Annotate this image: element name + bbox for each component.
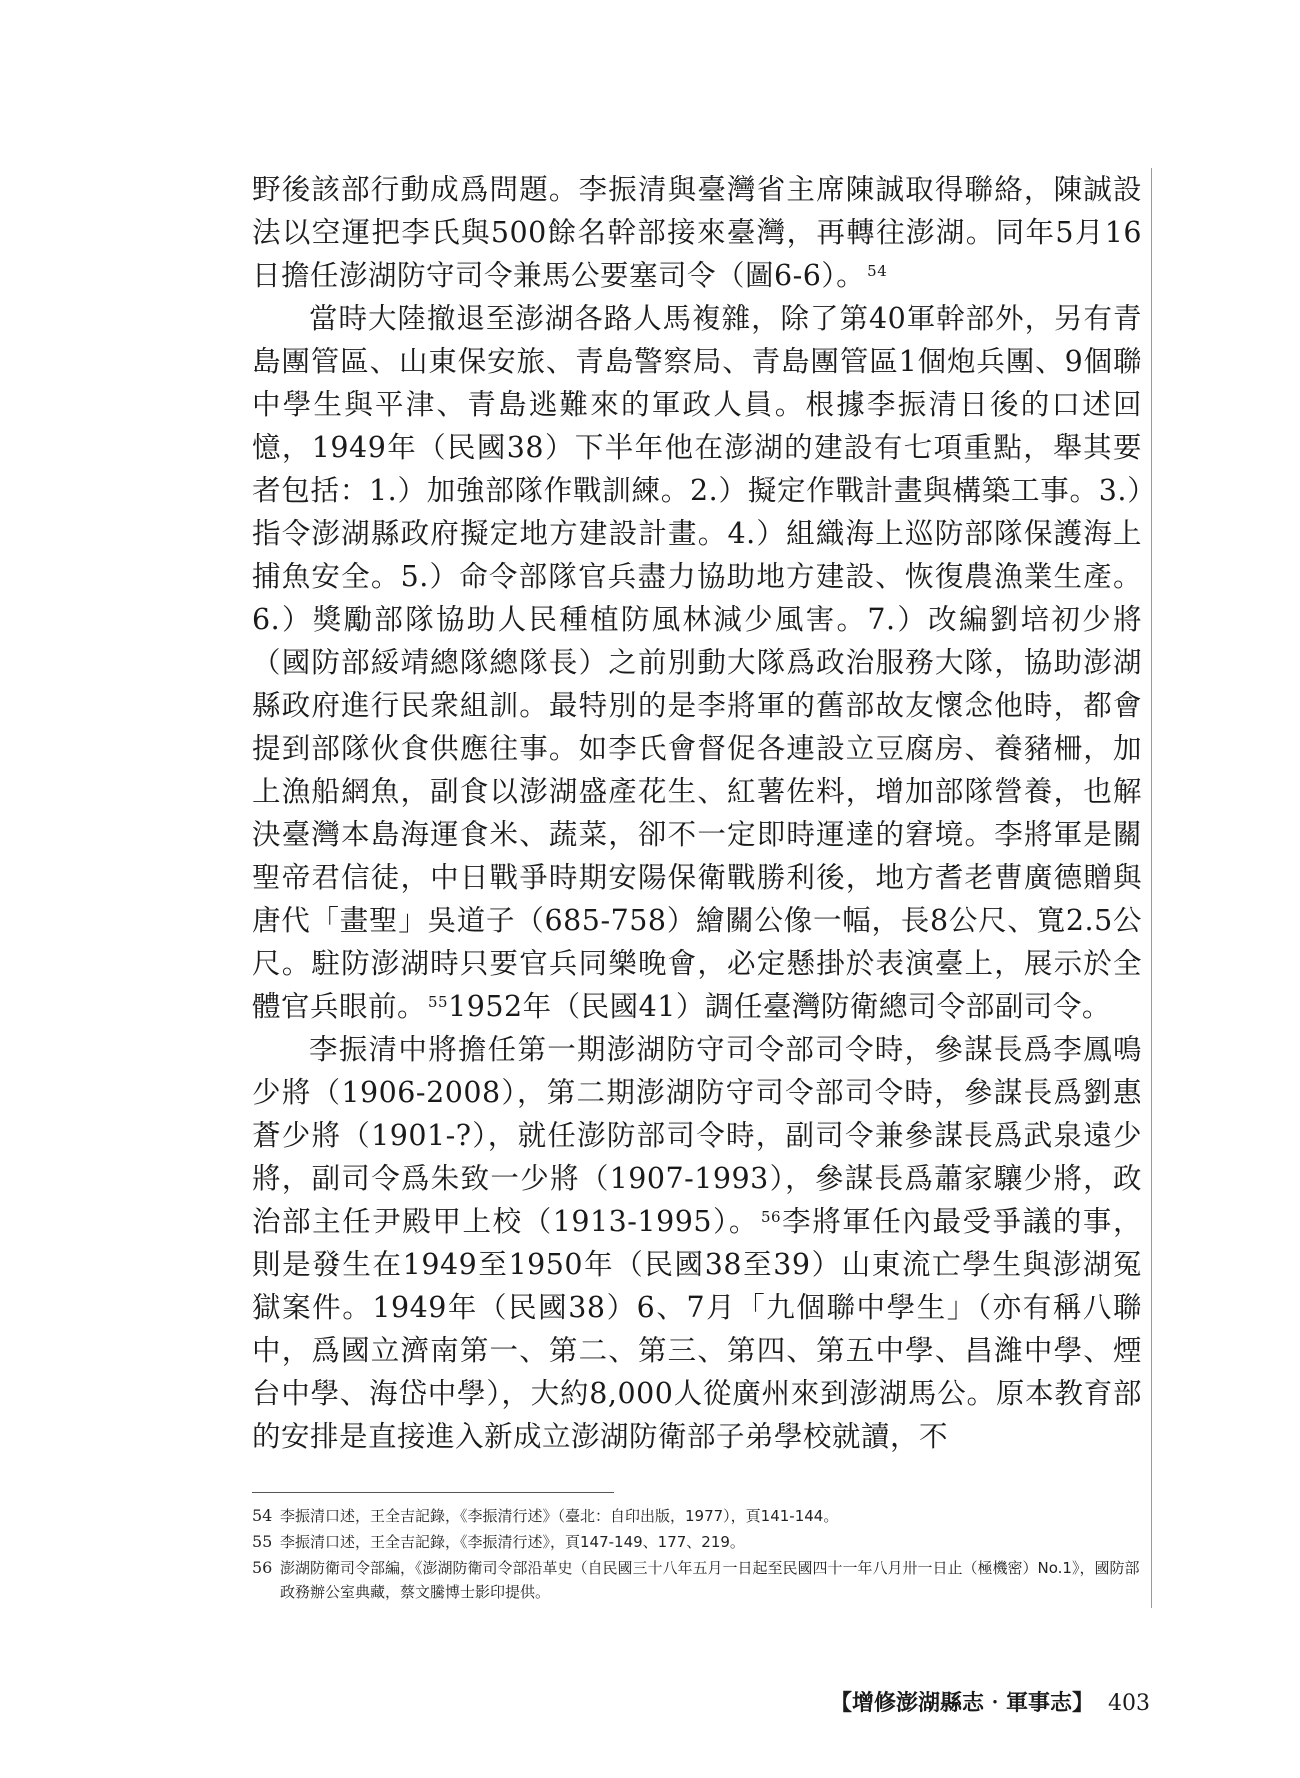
footnote-ref-56[interactable]: 56 xyxy=(760,1208,782,1226)
footnote-56 xyxy=(252,1556,1142,1604)
footnote-text: 澎湖防衛司令部編，《澎湖防衛司令部沿革史（自民國三十八年五月一日起至民國四十一年八月卅一日止（極機密）No.1》，國防部政務辦公室典藏，蔡文騰博士影印提供。 xyxy=(280,1559,1140,1601)
footnote-55 xyxy=(252,1530,1142,1554)
body-text xyxy=(252,168,1142,1458)
footnote-divider xyxy=(252,1492,614,1493)
footnote-number: 54 xyxy=(252,1506,273,1525)
paragraph-3: 李振清中將擔任第一期澎湖防守司令部司令時，參謀長爲李鳳鳴少將（1906-2008），第二期澎湖防守司令部司令時，參謀長爲劉惠蒼少將（1901-?），就任澎防部司令時，副司令兼參謀長爲武泉遠少將，副司令爲朱致一少將（1907-1993），參謀長爲蕭家驤少將，政治部主任尹殿甲上校（1913-1995）。 $^{56}$李將軍任內最受爭議的事，則是發生在1949至1950年（民國38至39）山東流亡學生與澎湖冤獄案件。1949年（民國38）6、7月「九個聯中學生」（亦有稱八聯中，爲國立濟南第一、第二、第三、第四、第五中學、昌濰中學、煙台中學、海岱中學），大約8,000人從廣州來到澎湖馬公。原本教育部的安排是直接進入新成立澎湖防衛部子弟學校就讀，不 xyxy=(252,1033,1142,1453)
footnote-ref-54[interactable]: 54 xyxy=(867,262,888,280)
footnote-number: 55 xyxy=(252,1532,273,1551)
footnote-number: 56 xyxy=(252,1558,273,1577)
footnote-text: 李振清口述，王全吉記錄，《李振清行述》，頁147-149、177、219。 xyxy=(280,1533,745,1551)
margin-rule xyxy=(1151,168,1152,1608)
page-number: 403 xyxy=(1108,1691,1150,1716)
footnote-54 xyxy=(252,1504,1142,1528)
running-footer xyxy=(830,1686,1150,1717)
footnotes xyxy=(252,1504,1142,1606)
paragraph-1: 野後該部行動成爲問題。李振清與臺灣省主席陳誠取得聯絡，陳誠設法以空運把李氏與500餘名幹部接來臺灣，再轉往澎湖。同年5月16日擔任澎湖防守司令兼馬公要塞司令（圖6-6）。 $^{54}$ xyxy=(252,173,1142,292)
footnote-text: 李振清口述，王全吉記錄，《李振清行述》（臺北：自印出版，1977），頁141-144。 xyxy=(280,1507,839,1525)
paragraph-2: 當時大陸撤退至澎湖各路人馬複雜，除了第40軍幹部外，另有青島團管區、山東保安旅、青島警察局、青島團管區1個炮兵團、9個聯中學生與平津、青島逃難來的軍政人員。根據李振清日後的口述回憶，1949年（民國38）下半年他在澎湖的建設有七項重點，舉其要者包括：1.）加強部隊作戰訓練。2.）擬定作戰計畫與構築工事。3.）指令澎湖縣政府擬定地方建設計畫。4.）組織海上巡防部隊保護海上捕魚安全。5.）命令部隊官兵盡力協助地方建設、恢復農漁業生產。6.）獎勵部隊協助人民種植防風林減少風害。7.）改編劉培初少將（國防部綏靖總隊總隊長）之前別動大隊爲政治服務大隊，協助澎湖縣政府進行民衆組訓。最特別的是李將軍的舊部故友懷念他時，都會提到部隊伙食供應往事。如李氏會督促各連設立豆腐房、養豬柵，加上漁船網魚，副食以澎湖盛產花生、紅薯佐料，增加部隊營養，也解決臺灣本島海運食米、蔬菜，卻不一定即時運達的窘境。李將軍是關聖帝君信徒，中日戰爭時期安陽保衛戰勝利後，地方耆老曹廣德贈與唐代「畫聖」吳道子（685-758）繪關公像一幅，長8公尺、寬2.5公尺。駐防澎湖時只要官兵同樂晚會，必定懸掛於表演臺上，展示於全體官兵眼前。 $^{55}$1952年（民國41）調任臺灣防衛總司令部副司令。 xyxy=(252,302,1142,1023)
footnote-ref-55[interactable]: 55 xyxy=(428,993,449,1011)
book-title: 【增修澎湖縣志‧軍事志】 xyxy=(829,1690,1094,1716)
